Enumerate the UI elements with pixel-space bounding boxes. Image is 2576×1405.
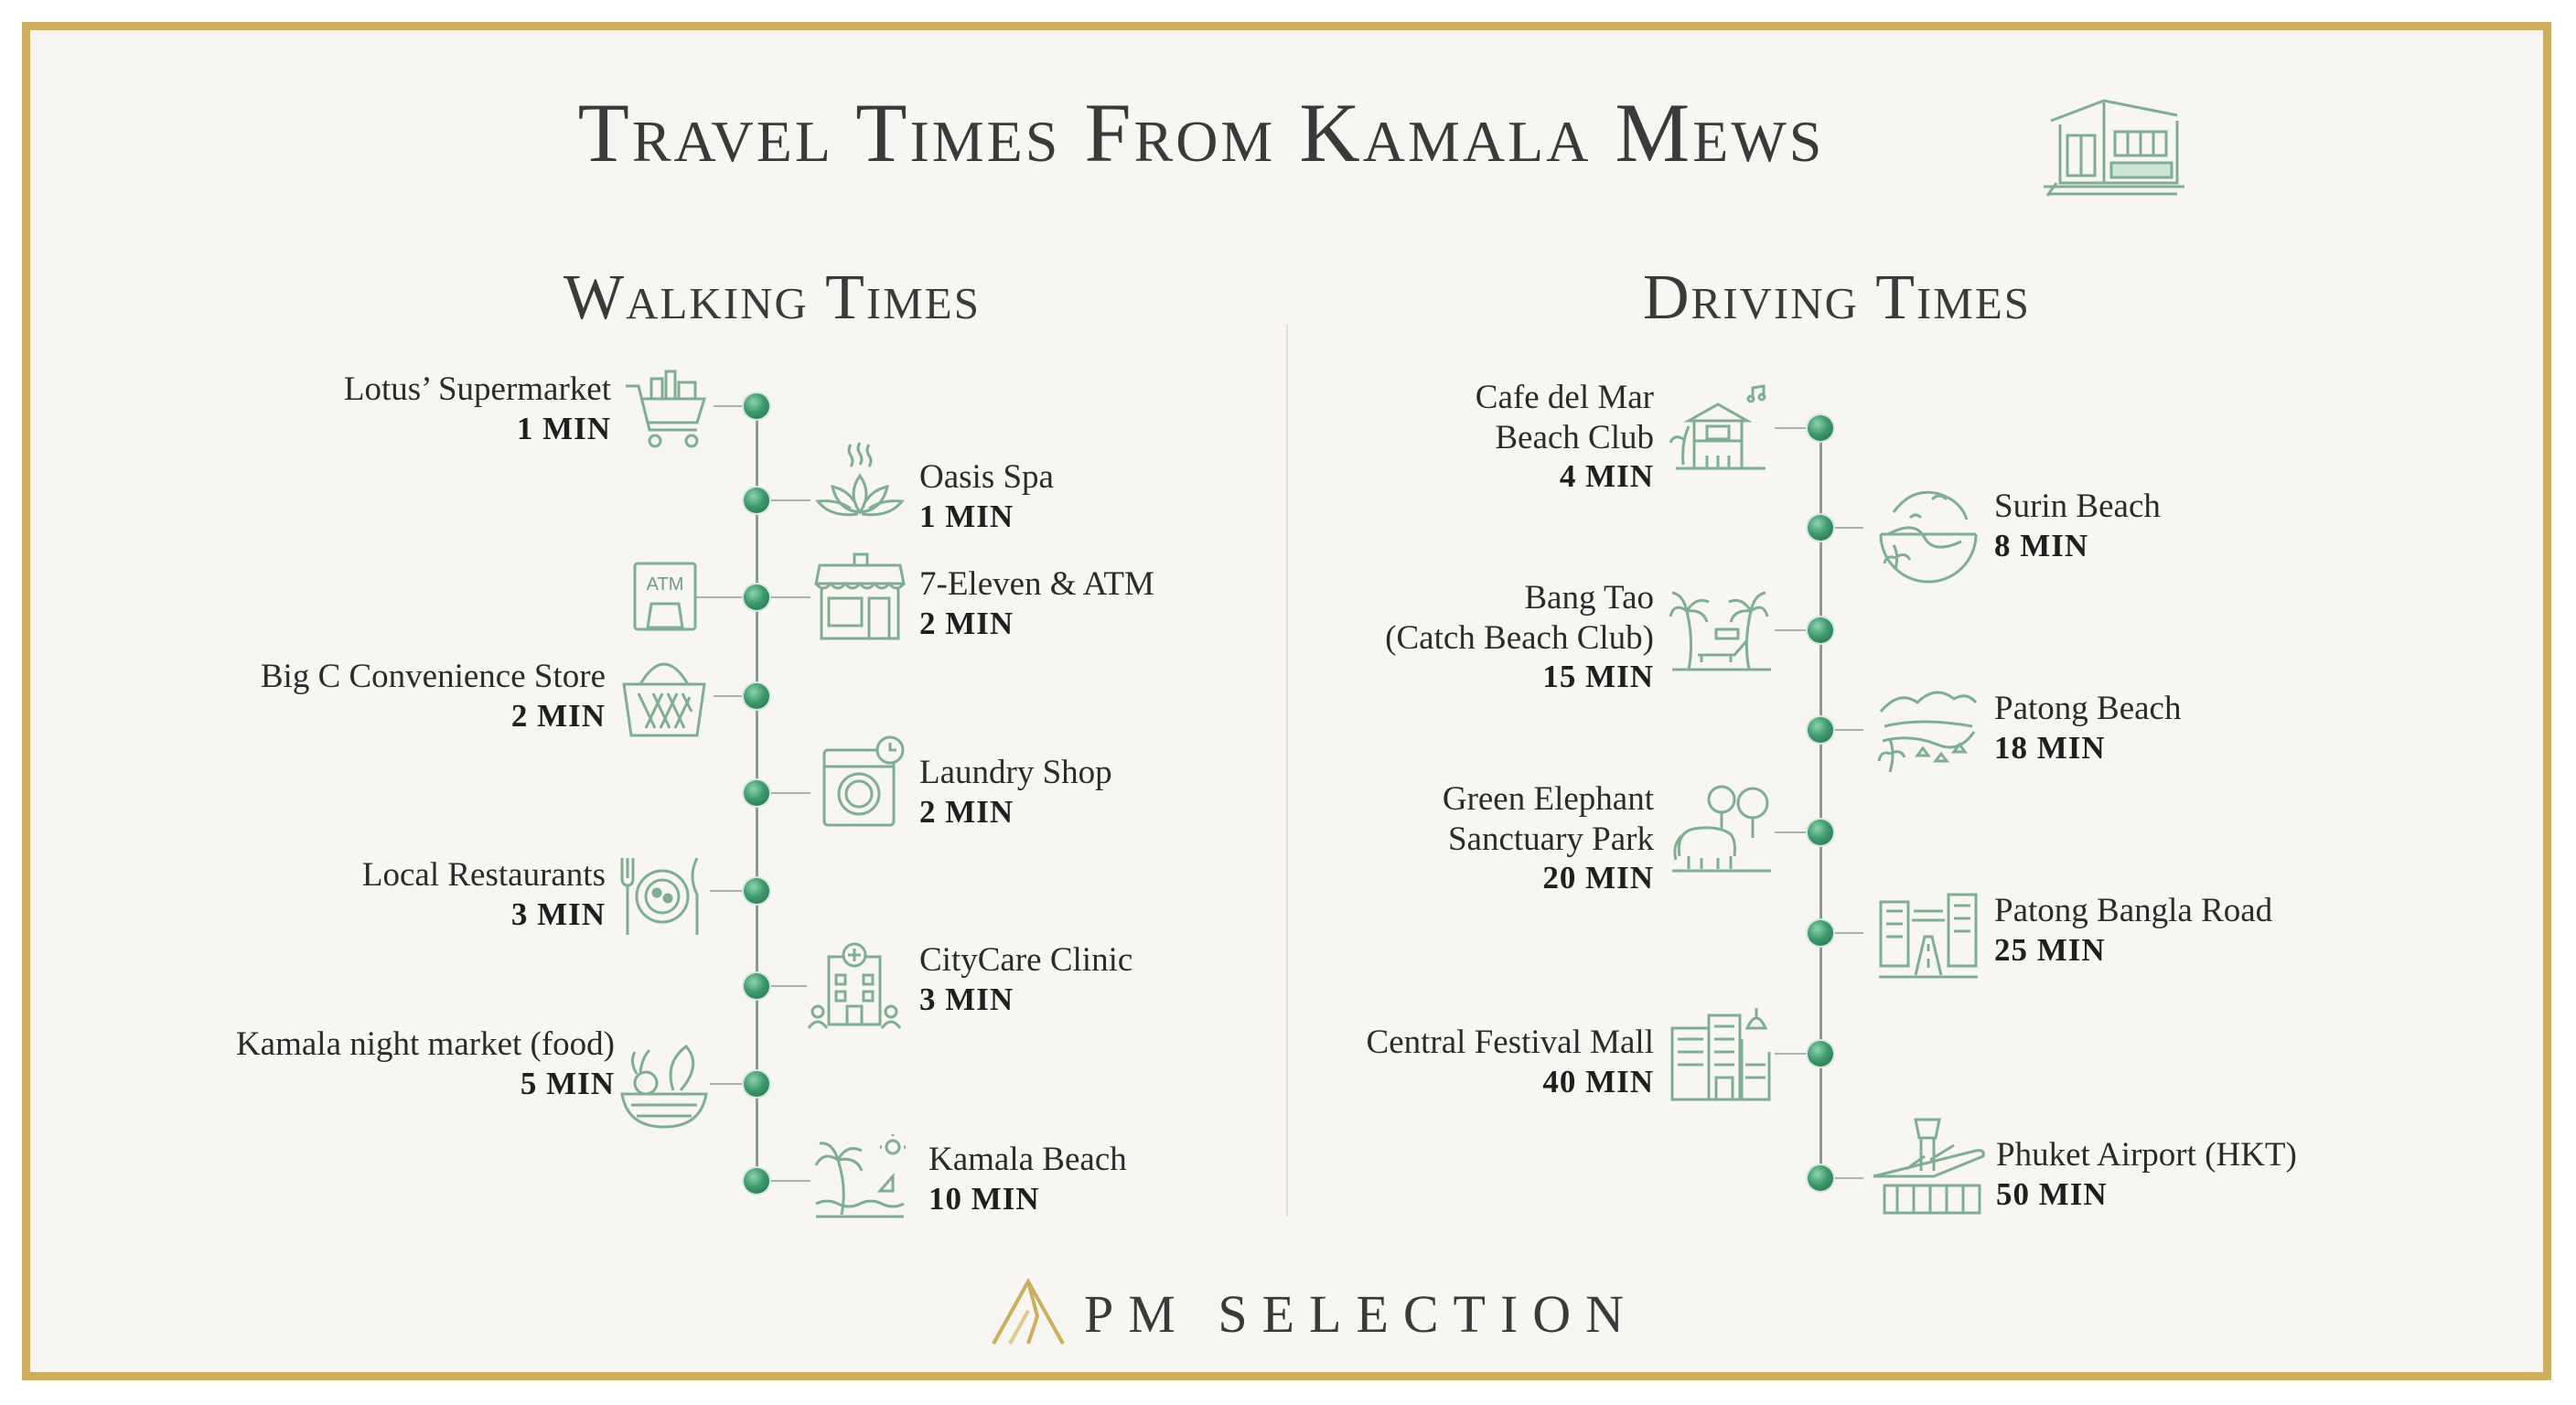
list-item: [928, 1140, 1127, 1217]
palm-lounger-icon: [1670, 584, 1773, 675]
item-time: 4 MIN: [1559, 458, 1654, 495]
shopping-cart-icon: [622, 366, 714, 457]
item-name: Central Festival Mall: [1366, 1024, 1654, 1061]
item-time: 3 MIN: [510, 896, 606, 932]
list-item: [1476, 378, 1654, 496]
list-item: [919, 940, 1132, 1018]
item-name: Kamala night market (food): [235, 1025, 615, 1063]
item-time: 50 MIN: [1996, 1175, 2108, 1212]
list-item: [362, 855, 606, 933]
column-divider: [1286, 325, 1288, 1217]
item-name: Surin Beach: [1994, 488, 2161, 525]
timeline-node: [1808, 717, 1833, 743]
item-name: Laundry Shop: [919, 754, 1112, 791]
item-name: Green Elephant Sanctuary Park: [1442, 780, 1654, 858]
list-item: [1994, 689, 2181, 767]
list-item: [919, 457, 1054, 535]
driving-times-heading: Driving Times: [1642, 263, 2032, 333]
brand-name: PM SELECTION: [1084, 1284, 1639, 1344]
mall-icon: [1670, 1001, 1773, 1103]
item-time: 15 MIN: [1542, 659, 1654, 695]
timeline-node: [1808, 1041, 1833, 1067]
item-name: Cafe del Mar Beach Club: [1475, 379, 1654, 456]
timeline-node: [744, 1168, 769, 1194]
bay-icon: [1877, 684, 1980, 776]
palm-beach-icon: [814, 1134, 906, 1226]
item-time: 18 MIN: [1994, 729, 2106, 766]
item-time: 2 MIN: [919, 605, 1014, 641]
beach-club-icon: [1670, 384, 1771, 476]
list-item: [344, 370, 611, 447]
item-name: Kamala Beach: [928, 1141, 1127, 1178]
vegetable-basket-icon: [618, 1039, 710, 1131]
atm-label: ATM: [646, 574, 684, 595]
item-name: Phuket Airport (HKT): [1996, 1136, 2297, 1174]
item-name: Bang Tao (Catch Beach Club): [1385, 579, 1654, 657]
street-icon: [1877, 884, 1980, 981]
item-time: 10 MIN: [928, 1180, 1040, 1217]
item-time: 3 MIN: [919, 981, 1014, 1017]
timeline-node: [1808, 1165, 1833, 1191]
list-item: [1367, 1023, 1654, 1100]
item-name: Patong Beach: [1994, 690, 2182, 727]
item-name: Big C Convenience Store: [260, 658, 606, 695]
timeline-node: [1808, 415, 1833, 441]
item-time: 40 MIN: [1542, 1063, 1654, 1099]
item-time: 1 MIN: [516, 410, 611, 446]
timeline-node: [744, 393, 769, 419]
item-time: 20 MIN: [1542, 860, 1654, 896]
lotus-icon: [814, 439, 906, 531]
atm-icon: [631, 560, 699, 633]
hospital-icon: [809, 938, 900, 1030]
item-time: 1 MIN: [919, 498, 1014, 534]
list-item: [261, 657, 606, 735]
store-icon: [814, 552, 906, 644]
list-item: [919, 753, 1112, 831]
house-icon: [2040, 84, 2186, 203]
peak-logo-icon: [988, 1276, 1070, 1349]
list-item: [919, 564, 1154, 642]
timeline-node: [1808, 617, 1833, 643]
timeline-node: [744, 683, 769, 709]
item-name: Patong Bangla Road: [1994, 892, 2273, 929]
plate-cutlery-icon: [617, 851, 708, 942]
timeline-node: [1808, 515, 1833, 541]
list-item: [236, 1024, 615, 1102]
item-time: 8 MIN: [1994, 527, 2089, 563]
timeline-node: [744, 973, 769, 999]
timeline-node: [744, 780, 769, 806]
list-item: [1996, 1135, 2297, 1213]
timeline-node: [1808, 920, 1833, 946]
washing-machine-icon: [819, 735, 910, 827]
item-name: Oasis Spa: [919, 458, 1054, 496]
basket-icon: [618, 651, 710, 743]
list-item: [1443, 779, 1654, 897]
item-time: 25 MIN: [1994, 931, 2106, 968]
item-name: 7-Eleven & ATM: [919, 565, 1154, 603]
elephant-icon: [1670, 783, 1773, 874]
list-item: [1385, 578, 1654, 696]
item-name: Local Restaurants: [361, 856, 606, 894]
timeline-node: [744, 585, 769, 610]
item-time: 5 MIN: [520, 1065, 615, 1101]
list-item: [1994, 487, 2161, 564]
item-name: CityCare Clinic: [919, 941, 1133, 979]
item-time: 2 MIN: [510, 697, 606, 734]
walking-times-heading: Walking Times: [564, 263, 981, 333]
timeline-node: [744, 488, 769, 513]
airplane-icon: [1870, 1116, 1985, 1217]
coastline-icon: [1877, 481, 1980, 580]
timeline-node: [744, 878, 769, 904]
brand-logo: [988, 1276, 1639, 1349]
timeline-node: [1808, 820, 1833, 845]
timeline-node: [744, 1071, 769, 1097]
item-name: Lotus’ Supermarket: [343, 370, 611, 408]
page-title: Travel Times From Kamala Mews: [577, 86, 1825, 179]
list-item: [1994, 891, 2272, 969]
item-time: 2 MIN: [919, 793, 1014, 830]
